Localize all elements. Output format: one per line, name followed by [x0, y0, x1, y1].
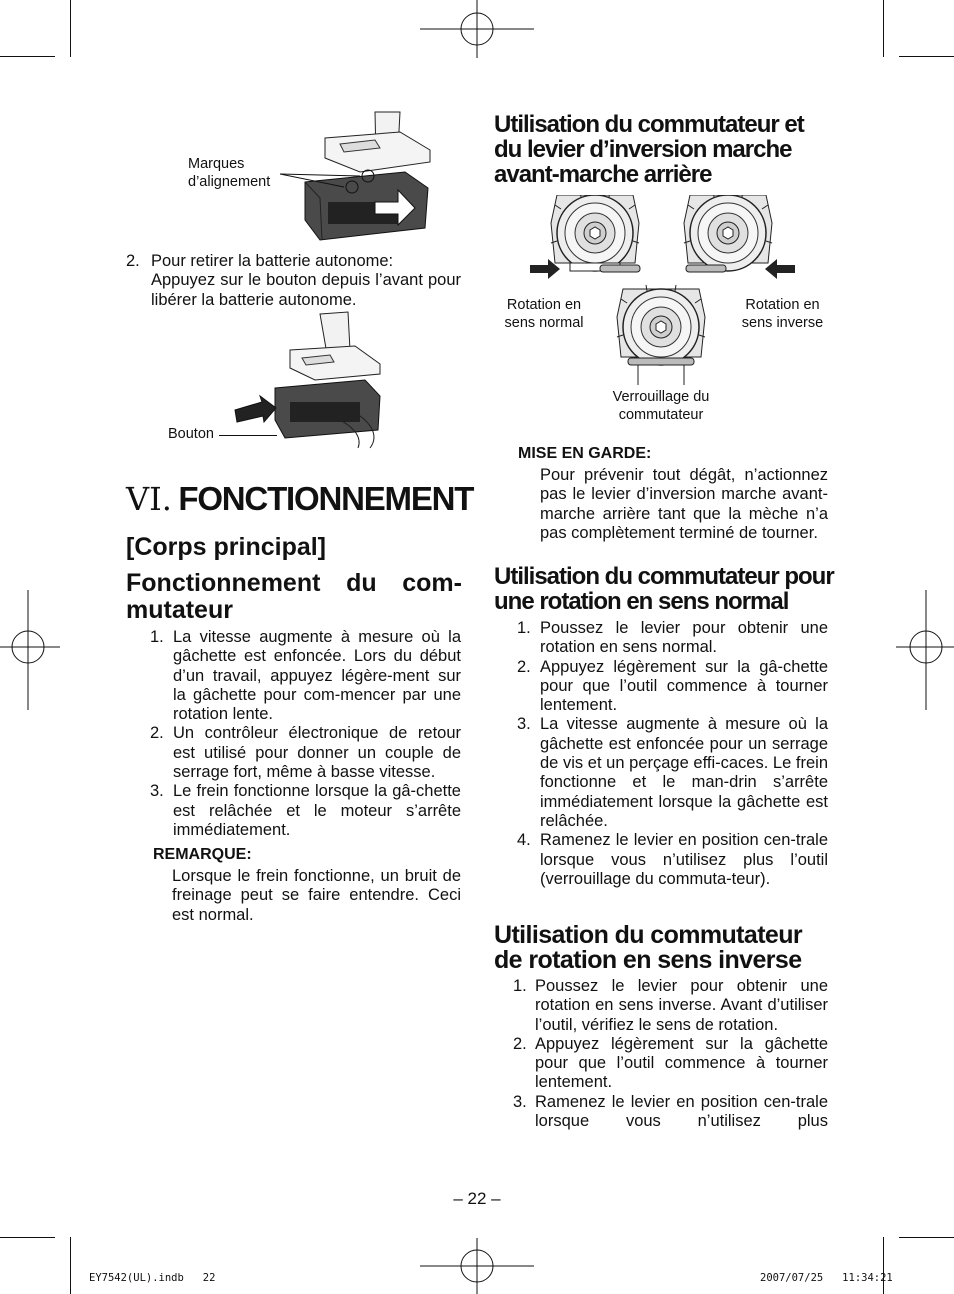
- registration-mark-left: [0, 590, 60, 710]
- inverse-rotation-list: [513, 977, 828, 1131]
- registration-mark-bottom: [420, 1238, 534, 1294]
- list-item: 3. Ramenez le levier en position cen-trale lorsque vous n’utilisez plus: [513, 1092, 828, 1131]
- footer-file-info: EY7542(UL).indb 22: [89, 1272, 216, 1284]
- subsection-title: [Corps principal]: [126, 533, 327, 561]
- section-title: [126, 480, 473, 518]
- list-item: 4. Ramenez le levier en position cen-trale lorsque vous n’utilisez plus l’outil (verrouillage du commuta-teur).: [517, 831, 828, 888]
- footer-timestamp: 2007/07/25 11:34:21: [760, 1272, 893, 1284]
- normal-rotation-label: Rotation en sens normal: [504, 297, 584, 331]
- heading-reverse-lever: Utilisation du commutateur et du levier d’inversion marche avant-marche arrière: [494, 111, 804, 188]
- list-item: 2. Appuyez légèrement sur la gâ-chette pour que l’outil commence à tourner lentement.: [517, 657, 828, 715]
- heading-normal-rotation: Utilisation du commutateur pour une rotation en sens normal: [494, 563, 834, 615]
- section-name: FONCTIONNEMENT: [178, 480, 474, 517]
- caution-title: MISE EN GARDE:: [518, 445, 652, 462]
- alignment-leader-lines: [280, 160, 380, 200]
- battery-removal-illustration: [220, 310, 385, 450]
- note-text: Lorsque le frein fonctionne, un bruit de freinage peut se faire entendre. Ceci est normal.: [172, 867, 461, 924]
- list-item: 1. Poussez le levier pour obtenir une rotation en sens normal.: [517, 619, 828, 657]
- left-list: [150, 628, 461, 840]
- heading-switch-operation: Fonctionnement du com-mutateur: [126, 569, 462, 624]
- rotation-direction-illustration: [520, 195, 810, 390]
- page-number: – 22 –: [453, 1189, 501, 1208]
- button-leader-line: [219, 435, 277, 436]
- list-item: 3. Le frein fonctionne lorsque la gâ-chette est relâchée et le moteur s’arrête immédiatement.: [150, 782, 461, 839]
- normal-rotation-list: [517, 619, 828, 889]
- list-item: 2. Appuyez légèrement sur la gâchette pour que l’outil commence à tourner lentement.: [513, 1034, 828, 1092]
- button-label: Bouton: [168, 426, 214, 442]
- inverse-rotation-label: Rotation en sens inverse: [741, 297, 824, 331]
- list-item-remove-battery: 2. Pour retirer la batterie autonome: Appuyez sur le bouton depuis l’avant pour libérer la batterie autonome.: [126, 252, 461, 309]
- registration-mark-top: [420, 0, 534, 58]
- list-item: 1. La vitesse augmente à mesure où la gâchette est enfoncée. Lors du début d’un travail, appuyez légère-ment sur la gâchette pour com-mencer par une rotation lente.: [150, 628, 461, 724]
- heading-inverse-rotation: Utilisation du commutateur de rotation en sens inverse: [494, 921, 803, 974]
- alignment-marks-label: Marques d’alignement: [188, 156, 271, 190]
- list-item: 3. La vitesse augmente à mesure où la gâchette est enfoncée pour un serrage de vis et un perçage effi-caces. Le frein fonctionne et le man-drin s’arrête immédiatement lorsque la gâchette est relâchée.: [517, 715, 828, 830]
- caution-text: Pour prévenir tout dégât, n’actionnez pas le levier d’inversion marche avant-marche arrière tant que la mèche n’a pas complètement terminé de tourner.: [540, 466, 828, 542]
- registration-mark-right: [896, 590, 954, 710]
- note-title: REMARQUE:: [153, 846, 252, 863]
- section-roman: VI.: [126, 480, 172, 518]
- list-item: 1. Poussez le levier pour obtenir une rotation en sens inverse. Avant d’utiliser l’outil, vérifiez le sens de rotation.: [513, 977, 828, 1034]
- list-item: 2. Un contrôleur électronique de retour est utilisé pour donner un couple de serrage fort, même à basse vitesse.: [150, 724, 461, 782]
- switch-lock-label: Verrouillage du commutateur: [612, 389, 710, 423]
